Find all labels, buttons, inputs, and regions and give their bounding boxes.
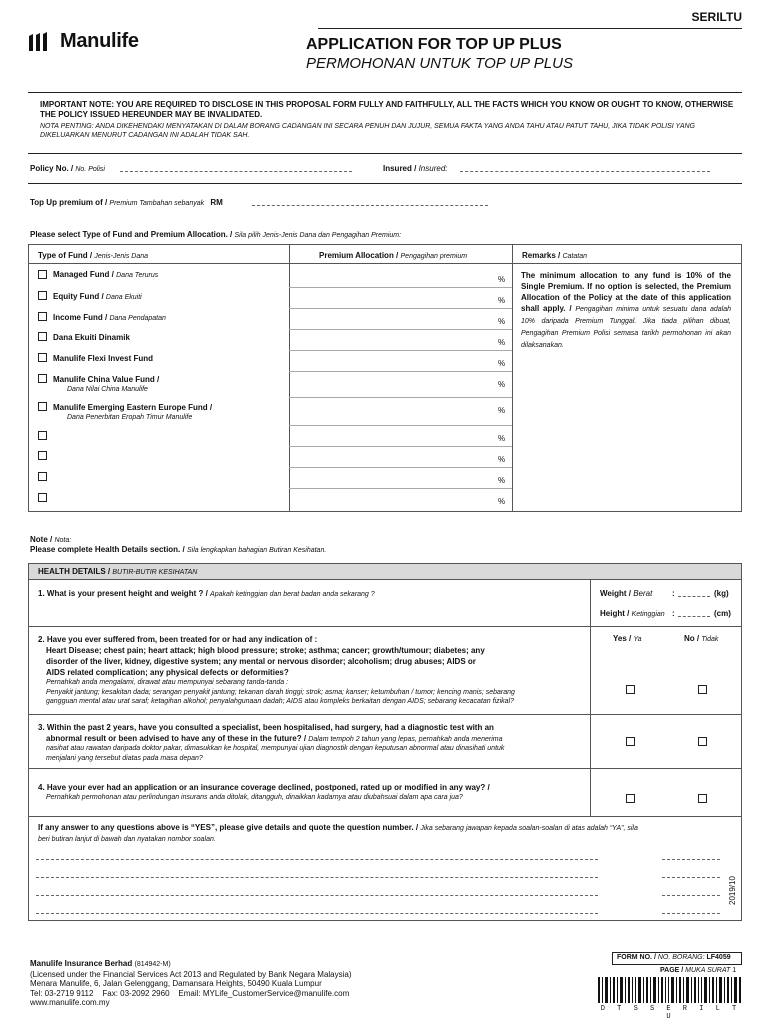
fund-label-equity: Equity Fund / Dana Ekuiti (53, 292, 142, 301)
q3-text: 3. Within the past 2 years, have you consulted a specialist, been hospitalised, had surgery, had a diagnostic test with an abnormal result or been advised to have any of these in the future? / Dalam tempoh 2 tahun yang lepas, pernahkah anda menerima (38, 723, 503, 743)
pct-sign: % (498, 317, 506, 326)
fund-checkbox-equity[interactable] (38, 291, 47, 300)
policy-no-field[interactable] (120, 164, 352, 172)
col-remarks-header: Remarks / Catatan (522, 251, 588, 260)
insured-row (383, 164, 447, 173)
insured-label: Insured / (383, 164, 417, 173)
q4-text: 4. Have your ever had an application or an insurance coverage declined, postponed, rated up or modified in any way? / (38, 783, 490, 792)
form-no: FORM NO. / NO. BORANG: LF4059 (617, 954, 731, 961)
details-instructions: If any answer to any questions above is “YES”, please give details and quote the question number. / Jika sebarang jawapan kepada soalan-soalan di atas adalah “YA”, sila beri butiran lanjut di bawah dan nyatakan nombor soalan. (38, 823, 638, 843)
fund-checkbox-dinamik[interactable] (38, 332, 47, 341)
col-alloc-header: Premium Allocation / Pengagihan premium (319, 251, 468, 260)
manulife-logo-icon (28, 32, 50, 52)
fund-checkbox-income[interactable] (38, 312, 47, 321)
topup-label-my: Premium Tambahan sebanyak (109, 200, 205, 207)
details-qno-3[interactable] (662, 888, 720, 896)
q4-no-checkbox[interactable] (698, 794, 707, 803)
rm-label: RM (210, 198, 223, 207)
select-label-my: Sila pilih Jenis-Jenis Dana dan Pengagihan Premium: (234, 232, 402, 239)
q3-text-my: nasihat atau rawatan daripada doktor pakar, dimasukkan ke hospital, mempunyai ujian diagnostik dengan keputusan abnormal atau dinasihati untuk menjalani yang tersebut diatas pada masa depan? (46, 745, 505, 762)
pct-sign: % (498, 296, 506, 305)
logo-text: Manulife (60, 30, 139, 52)
fund-label-managed: Managed Fund / Dana Terurus (53, 270, 159, 279)
details-line-4[interactable] (36, 906, 598, 914)
fund-label-income: Income Fund / Dana Pendapatan (53, 313, 166, 322)
q3-no-checkbox[interactable] (698, 737, 707, 746)
details-qno-1[interactable] (662, 852, 720, 860)
pct-sign: % (498, 476, 506, 485)
fund-checkbox-managed[interactable] (38, 270, 47, 279)
details-line-3[interactable] (36, 888, 598, 896)
select-fund-row (30, 230, 401, 239)
q2-yes-checkbox[interactable] (626, 685, 635, 694)
height-row: Height / Ketinggian (600, 609, 665, 618)
fund-label-europe: Manulife Emerging Eastern Europe Fund / (53, 403, 213, 412)
yes-header: Yes / Ya (613, 634, 642, 643)
details-qno-2[interactable] (662, 870, 720, 878)
pct-sign: % (498, 406, 506, 415)
details-qno-4[interactable] (662, 906, 720, 914)
fund-checkbox-blank-1[interactable] (38, 431, 47, 440)
weight-field[interactable] (678, 589, 710, 597)
side-date-code: 2019/10 (728, 876, 737, 905)
cm-unit: (cm) (714, 609, 731, 618)
serial-code: SERILTU (691, 10, 742, 24)
policy-label: Policy No. / (30, 164, 74, 173)
policy-label-my: No. Polisi (75, 166, 105, 173)
pct-sign: % (498, 497, 506, 506)
q1-text: 1. What is your present height and weight ? / Apakah ketinggian dan berat badan anda sekarang ? (38, 589, 375, 598)
insured-field[interactable] (460, 164, 710, 172)
weight-row: Weight / Berat (600, 589, 653, 598)
fund-label-china-my: Dana Nilai China Manulife (67, 386, 148, 393)
pct-sign: % (498, 359, 506, 368)
pct-sign: % (498, 455, 506, 464)
note-text: Please complete Health Details section. / Sila lengkapkan bahagian Butiran Kesihatan. (30, 545, 327, 554)
details-line-1[interactable] (36, 852, 598, 860)
topup-row (30, 198, 223, 207)
topup-amount-field[interactable] (252, 198, 488, 206)
no-header: No / Tidak (684, 634, 719, 643)
select-label: Please select Type of Fund and Premium Allocation. / (30, 230, 233, 239)
pct-sign: % (498, 275, 506, 284)
fund-checkbox-blank-3[interactable] (38, 472, 47, 481)
footer-company: Manulife Insurance Berhad (814942-M) (Licensed under the Financial Services Act 2013 and Regulated by Bank Negara Malaysia) Menara Manulife, 6, Jalan Gelenggang, Damansara Heights, 50490 Kuala Lumpur Tel: 03-2719 9112 Fax: 03-2092 2960 Email: MYLife_CustomerService@manulife.com www.manulife.com.my (30, 959, 352, 1007)
q3-yes-checkbox[interactable] (626, 737, 635, 746)
fund-label-china: Manulife China Value Fund / (53, 375, 160, 384)
fund-label-dinamik: Dana Ekuiti Dinamik (53, 333, 130, 342)
kg-unit: (kg) (714, 589, 729, 598)
barcode-text: D T S S E R I L T U (598, 1005, 743, 1017)
col-type-header: Type of Fund / Jenis-Jenis Dana (38, 251, 149, 260)
manulife-logo (28, 30, 139, 53)
q4-text-my: Pernahkah permohonan atau perlindungan insurans anda ditolak, ditangguh, dinaikkan kadarnya atau diubahsuai dalam apa cara jua? (46, 794, 463, 801)
q2-text-my: Pernahkah anda mengalami, dirawat atau mempunyai sebarang tanda-tanda : Penyakit jantung; kesakitan dada; serangan penyakit jantung; tekanan darah tinggi; strok; asma; kanser; ketumbuhan / tumor; kencing manis; sebarang gangguan mental atau urat saraf; ketagihan alkohol; penyalahgunaan dadah; AIDS atau kompleks berkaitan dengan AIDS; sebarang kecacatan fizikal? (46, 679, 515, 705)
fund-label-europe-my: Dana Penerbitan Eropah Timur Manulife (67, 414, 193, 421)
title-my: PERMOHONAN UNTUK TOP UP PLUS (306, 55, 573, 72)
insured-label-my: Insured: (418, 164, 448, 173)
important-note-my: NOTA PENTING: ANDA DIKEHENDAKI MENYATAKAN DI DALAM BORANG CADANGAN INI SECARA PENUH DAN JUJUR, SEMUA FAKTA YANG ANDA TAHU ATAU PATUT TAHU, JIKA TIDAK POLISI YANG DIKELUARKAN MENURUT CADANGAN INI ADALAH TIDAK SAH. (40, 123, 695, 139)
fund-checkbox-china[interactable] (38, 374, 47, 383)
height-field[interactable] (678, 609, 710, 617)
pct-sign: % (498, 434, 506, 443)
fund-label-flexi: Manulife Flexi Invest Fund (53, 354, 154, 363)
page-no: PAGE / MUKA SURAT 1 (660, 967, 737, 974)
fund-checkbox-blank-2[interactable] (38, 451, 47, 460)
fund-checkbox-europe[interactable] (38, 402, 47, 411)
policy-row (30, 164, 105, 173)
q2-text: 2. Have you ever suffered from, been treated for or had any indication of : Heart Disease; chest pain; heart attack; high blood pressure; stroke; asthma; cancer; growth/tumour; diabetes; any disorder of the liver, kidney, digestive system; any mental or nervous disorder; alcoholism; drug abuses; AIDS or AIDS related complication; any physical defects or deformities? (38, 635, 485, 677)
fund-checkbox-flexi[interactable] (38, 353, 47, 362)
topup-label: Top Up premium of / (30, 198, 108, 207)
important-note-en: IMPORTANT NOTE: YOU ARE REQUIRED TO DISCLOSE IN THIS PROPOSAL FORM FULLY AND FAITHFULLY, ALL THE FACTS WHICH YOU KNOW OR OUGHT TO KNOW, OTHERWISE THE POLICY ISSUED HEREUNDER MAY BE INVALIDATED. (40, 100, 734, 119)
pct-sign: % (498, 338, 506, 347)
fund-checkbox-blank-4[interactable] (38, 493, 47, 502)
title-en: APPLICATION FOR TOP UP PLUS (306, 36, 562, 53)
remarks-en: The minimum allocation to any fund is 10% of the Single Premium. If no option is selected, the Premium Allocation of the Policy at the date of this application shall apply. / Pengagihan minima untuk sesuatu dana adalah 10% daripada Premium Tunggal. Jika tiada pilihan dibuat, Pengagihan Premium Polisi semasa tarikh permohonan ini akan dilaksanakan. (521, 271, 731, 349)
q2-no-checkbox[interactable] (698, 685, 707, 694)
note-label: Note / Nota: (30, 535, 72, 544)
details-line-2[interactable] (36, 870, 598, 878)
pct-sign: % (498, 380, 506, 389)
q4-yes-checkbox[interactable] (626, 794, 635, 803)
health-title: HEALTH DETAILS / BUTIR-BUTIR KESIHATAN (38, 567, 198, 576)
